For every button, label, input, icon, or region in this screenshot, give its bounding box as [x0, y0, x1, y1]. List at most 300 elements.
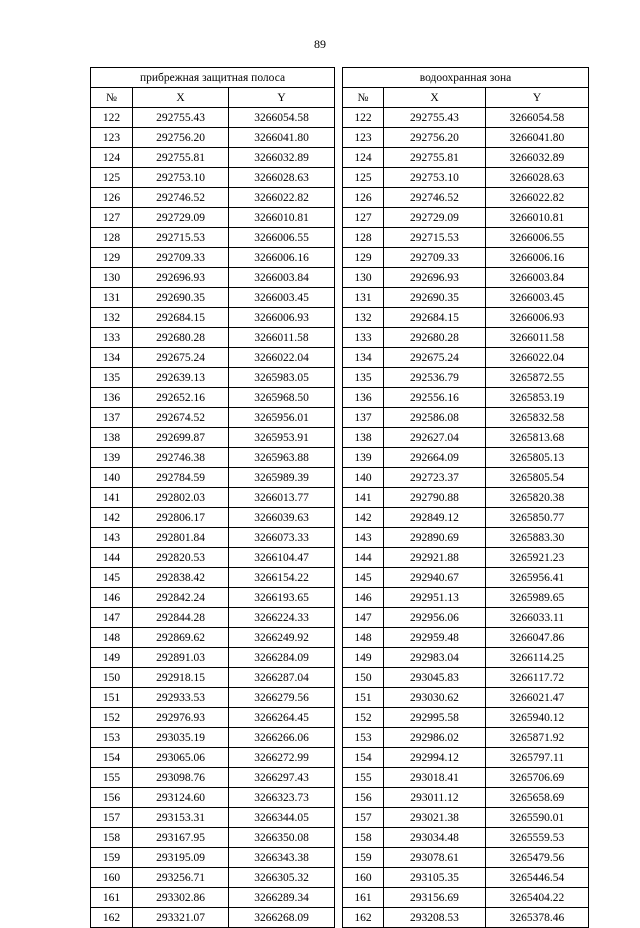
table-row	[342, 728, 588, 748]
table-row	[342, 148, 588, 168]
y-coordinate-cell: 3266003.45	[485, 288, 588, 308]
table-row	[91, 908, 335, 928]
x-coordinate-cell: 293034.48	[383, 828, 485, 848]
table-row	[342, 768, 588, 788]
column-header-number: №	[91, 88, 133, 108]
point-number-cell: 141	[91, 488, 133, 508]
table-row	[342, 708, 588, 728]
table-row	[91, 688, 335, 708]
point-number-cell: 160	[91, 868, 133, 888]
point-number-cell: 134	[91, 348, 133, 368]
y-coordinate-cell: 3265378.46	[485, 908, 588, 928]
x-coordinate-cell: 292869.62	[133, 628, 229, 648]
table-row	[91, 808, 335, 828]
table-row	[91, 108, 335, 128]
x-coordinate-cell: 292715.53	[133, 228, 229, 248]
x-coordinate-cell: 292680.28	[383, 328, 485, 348]
y-coordinate-cell: 3266284.09	[229, 648, 335, 668]
y-coordinate-cell: 3266344.05	[229, 808, 335, 828]
column-header-number: №	[342, 88, 383, 108]
y-coordinate-cell: 3266350.08	[229, 828, 335, 848]
column-header-x: X	[383, 88, 485, 108]
x-coordinate-cell: 292849.12	[383, 508, 485, 528]
y-coordinate-cell: 3266343.38	[229, 848, 335, 868]
point-number-cell: 152	[91, 708, 133, 728]
y-coordinate-cell: 3266006.55	[229, 228, 335, 248]
table-row	[91, 188, 335, 208]
point-number-cell: 137	[91, 408, 133, 428]
y-coordinate-cell: 3266305.32	[229, 868, 335, 888]
table-row	[342, 368, 588, 388]
point-number-cell: 124	[342, 148, 383, 168]
point-number-cell: 124	[91, 148, 133, 168]
x-coordinate-cell: 292844.28	[133, 608, 229, 628]
point-number-cell: 132	[342, 308, 383, 328]
x-coordinate-cell: 292976.93	[133, 708, 229, 728]
y-coordinate-cell: 3266006.93	[485, 308, 588, 328]
point-number-cell: 160	[342, 868, 383, 888]
point-number-cell: 142	[91, 508, 133, 528]
column-header-y: Y	[229, 88, 335, 108]
x-coordinate-cell: 292680.28	[133, 328, 229, 348]
y-coordinate-cell: 3266006.16	[485, 248, 588, 268]
point-number-cell: 155	[342, 768, 383, 788]
x-coordinate-cell: 292983.04	[383, 648, 485, 668]
point-number-cell: 147	[342, 608, 383, 628]
x-coordinate-cell: 293021.38	[383, 808, 485, 828]
x-coordinate-cell: 292756.20	[383, 128, 485, 148]
x-coordinate-cell: 292755.43	[133, 108, 229, 128]
point-number-cell: 158	[91, 828, 133, 848]
y-coordinate-cell: 3266266.06	[229, 728, 335, 748]
x-coordinate-cell: 292664.09	[383, 448, 485, 468]
y-coordinate-cell: 3265953.91	[229, 428, 335, 448]
y-coordinate-cell: 3266013.77	[229, 488, 335, 508]
x-coordinate-cell: 293153.31	[133, 808, 229, 828]
table-row	[91, 488, 335, 508]
point-number-cell: 162	[91, 908, 133, 928]
x-coordinate-cell: 292675.24	[133, 348, 229, 368]
y-coordinate-cell: 3266054.58	[229, 108, 335, 128]
table-row	[342, 208, 588, 228]
y-coordinate-cell: 3266047.86	[485, 628, 588, 648]
point-number-cell: 151	[91, 688, 133, 708]
point-number-cell: 127	[91, 208, 133, 228]
table-row	[342, 308, 588, 328]
x-coordinate-cell: 292756.20	[133, 128, 229, 148]
table-row	[91, 468, 335, 488]
y-coordinate-cell: 3265853.19	[485, 388, 588, 408]
coordinates-tables	[90, 67, 589, 928]
table-row	[342, 388, 588, 408]
table-row	[91, 148, 335, 168]
table-row	[91, 128, 335, 148]
x-coordinate-cell: 293045.83	[383, 668, 485, 688]
point-number-cell: 143	[342, 528, 383, 548]
y-coordinate-cell: 3266006.93	[229, 308, 335, 328]
point-number-cell: 126	[342, 188, 383, 208]
x-coordinate-cell: 292723.37	[383, 468, 485, 488]
point-number-cell: 150	[91, 668, 133, 688]
x-coordinate-cell: 293030.62	[383, 688, 485, 708]
y-coordinate-cell: 3265658.69	[485, 788, 588, 808]
point-number-cell: 161	[342, 888, 383, 908]
y-coordinate-cell: 3265404.22	[485, 888, 588, 908]
point-number-cell: 130	[342, 268, 383, 288]
x-coordinate-cell: 293195.09	[133, 848, 229, 868]
point-number-cell: 156	[342, 788, 383, 808]
point-number-cell: 159	[342, 848, 383, 868]
x-coordinate-cell: 292729.09	[383, 208, 485, 228]
table-row	[91, 788, 335, 808]
y-coordinate-cell: 3266028.63	[229, 168, 335, 188]
y-coordinate-cell: 3266268.09	[229, 908, 335, 928]
table-row	[91, 768, 335, 788]
x-coordinate-cell: 292709.33	[383, 248, 485, 268]
point-number-cell: 131	[91, 288, 133, 308]
y-coordinate-cell: 3265797.11	[485, 748, 588, 768]
x-coordinate-cell: 292746.38	[133, 448, 229, 468]
point-number-cell: 155	[91, 768, 133, 788]
table-row	[91, 248, 335, 268]
point-number-cell: 137	[342, 408, 383, 428]
point-number-cell: 130	[91, 268, 133, 288]
table-row	[342, 788, 588, 808]
y-coordinate-cell: 3266117.72	[485, 668, 588, 688]
y-coordinate-cell: 3266011.58	[229, 328, 335, 348]
x-coordinate-cell: 292536.79	[383, 368, 485, 388]
y-coordinate-cell: 3265850.77	[485, 508, 588, 528]
y-coordinate-cell: 3266041.80	[229, 128, 335, 148]
table-row	[342, 408, 588, 428]
x-coordinate-cell: 293018.41	[383, 768, 485, 788]
y-coordinate-cell: 3266032.89	[485, 148, 588, 168]
table-row	[91, 668, 335, 688]
point-number-cell: 128	[342, 228, 383, 248]
table-row	[91, 748, 335, 768]
point-number-cell: 149	[342, 648, 383, 668]
table-row	[91, 288, 335, 308]
point-number-cell: 149	[91, 648, 133, 668]
x-coordinate-cell: 292918.15	[133, 668, 229, 688]
point-number-cell: 123	[342, 128, 383, 148]
y-coordinate-cell: 3266022.04	[229, 348, 335, 368]
point-number-cell: 126	[91, 188, 133, 208]
point-number-cell: 158	[342, 828, 383, 848]
table-row	[91, 168, 335, 188]
x-coordinate-cell: 292639.13	[133, 368, 229, 388]
y-coordinate-cell: 3265940.12	[485, 708, 588, 728]
table-row	[342, 648, 588, 668]
x-coordinate-cell: 292627.04	[383, 428, 485, 448]
point-number-cell: 142	[342, 508, 383, 528]
y-coordinate-cell: 3266272.99	[229, 748, 335, 768]
x-coordinate-cell: 292921.88	[383, 548, 485, 568]
table-row	[342, 268, 588, 288]
table-row	[342, 288, 588, 308]
x-coordinate-cell: 292690.35	[383, 288, 485, 308]
y-coordinate-cell: 3266010.81	[485, 208, 588, 228]
point-number-cell: 161	[91, 888, 133, 908]
x-coordinate-cell: 292933.53	[133, 688, 229, 708]
table-row	[91, 308, 335, 328]
x-coordinate-cell: 292956.06	[383, 608, 485, 628]
table-title: водоохранная зона	[342, 68, 588, 88]
table-title: прибрежная защитная полоса	[91, 68, 335, 88]
table-row	[342, 908, 588, 928]
table-row	[91, 828, 335, 848]
table-row	[91, 628, 335, 648]
point-number-cell: 122	[342, 108, 383, 128]
point-number-cell: 133	[91, 328, 133, 348]
table-row	[342, 348, 588, 368]
table-row	[342, 188, 588, 208]
coastal-protection-strip-table	[90, 67, 335, 928]
table-row	[91, 368, 335, 388]
point-number-cell: 153	[342, 728, 383, 748]
point-number-cell: 129	[91, 248, 133, 268]
point-number-cell: 150	[342, 668, 383, 688]
table-row	[91, 388, 335, 408]
y-coordinate-cell: 3266006.55	[485, 228, 588, 248]
table-row	[91, 708, 335, 728]
y-coordinate-cell: 3266021.47	[485, 688, 588, 708]
y-coordinate-cell: 3266104.47	[229, 548, 335, 568]
y-coordinate-cell: 3265989.39	[229, 468, 335, 488]
x-coordinate-cell: 292951.13	[383, 588, 485, 608]
y-coordinate-cell: 3265956.41	[485, 568, 588, 588]
y-coordinate-cell: 3266006.16	[229, 248, 335, 268]
table-row	[342, 848, 588, 868]
table-row	[342, 448, 588, 468]
point-number-cell: 125	[91, 168, 133, 188]
water-protection-zone-table	[342, 67, 589, 928]
y-coordinate-cell: 3266054.58	[485, 108, 588, 128]
point-number-cell: 136	[91, 388, 133, 408]
x-coordinate-cell: 293078.61	[383, 848, 485, 868]
point-number-cell: 123	[91, 128, 133, 148]
point-number-cell: 162	[342, 908, 383, 928]
table-row	[342, 608, 588, 628]
y-coordinate-cell: 3265479.56	[485, 848, 588, 868]
column-header-x: X	[133, 88, 229, 108]
x-coordinate-cell: 292820.53	[133, 548, 229, 568]
point-number-cell: 143	[91, 528, 133, 548]
table-row	[91, 348, 335, 368]
table-row	[342, 508, 588, 528]
table-row	[342, 128, 588, 148]
y-coordinate-cell: 3266287.04	[229, 668, 335, 688]
table-row	[91, 268, 335, 288]
table-row	[342, 568, 588, 588]
table-row	[342, 488, 588, 508]
y-coordinate-cell: 3266264.45	[229, 708, 335, 728]
x-coordinate-cell: 293208.53	[383, 908, 485, 928]
point-number-cell: 154	[91, 748, 133, 768]
table-row	[342, 168, 588, 188]
y-coordinate-cell: 3266323.73	[229, 788, 335, 808]
x-coordinate-cell: 293302.86	[133, 888, 229, 908]
y-coordinate-cell: 3265968.50	[229, 388, 335, 408]
x-coordinate-cell: 292890.69	[383, 528, 485, 548]
x-coordinate-cell: 292715.53	[383, 228, 485, 248]
x-coordinate-cell: 292699.87	[133, 428, 229, 448]
y-coordinate-cell: 3266289.34	[229, 888, 335, 908]
table-row	[91, 648, 335, 668]
x-coordinate-cell: 292806.17	[133, 508, 229, 528]
point-number-cell: 138	[91, 428, 133, 448]
x-coordinate-cell: 292729.09	[133, 208, 229, 228]
y-coordinate-cell: 3266033.11	[485, 608, 588, 628]
table-row	[342, 588, 588, 608]
table-row	[91, 228, 335, 248]
point-number-cell: 136	[342, 388, 383, 408]
table-row	[91, 408, 335, 428]
x-coordinate-cell: 292690.35	[133, 288, 229, 308]
y-coordinate-cell: 3266073.33	[229, 528, 335, 548]
page-number: 89	[314, 37, 326, 51]
x-coordinate-cell: 292755.43	[383, 108, 485, 128]
x-coordinate-cell: 293167.95	[133, 828, 229, 848]
y-coordinate-cell: 3265921.23	[485, 548, 588, 568]
table-row	[342, 828, 588, 848]
y-coordinate-cell: 3266003.45	[229, 288, 335, 308]
y-coordinate-cell: 3266193.65	[229, 588, 335, 608]
point-number-cell: 127	[342, 208, 383, 228]
x-coordinate-cell: 292959.48	[383, 628, 485, 648]
x-coordinate-cell: 292696.93	[133, 268, 229, 288]
x-coordinate-cell: 292586.08	[383, 408, 485, 428]
table-row	[91, 508, 335, 528]
x-coordinate-cell: 292753.10	[383, 168, 485, 188]
x-coordinate-cell: 292790.88	[383, 488, 485, 508]
x-coordinate-cell: 293124.60	[133, 788, 229, 808]
y-coordinate-cell: 3265883.30	[485, 528, 588, 548]
y-coordinate-cell: 3266003.84	[229, 268, 335, 288]
y-coordinate-cell: 3265805.13	[485, 448, 588, 468]
table-row	[91, 428, 335, 448]
table-row	[342, 628, 588, 648]
table-row	[91, 548, 335, 568]
table-row	[342, 468, 588, 488]
x-coordinate-cell: 292842.24	[133, 588, 229, 608]
y-coordinate-cell: 3265872.55	[485, 368, 588, 388]
y-coordinate-cell: 3265446.54	[485, 868, 588, 888]
point-number-cell: 148	[342, 628, 383, 648]
x-coordinate-cell: 292684.15	[133, 308, 229, 328]
point-number-cell: 125	[342, 168, 383, 188]
x-coordinate-cell: 293256.71	[133, 868, 229, 888]
y-coordinate-cell: 3265983.05	[229, 368, 335, 388]
y-coordinate-cell: 3266010.81	[229, 208, 335, 228]
x-coordinate-cell: 292696.93	[383, 268, 485, 288]
x-coordinate-cell: 292755.81	[133, 148, 229, 168]
point-number-cell: 144	[342, 548, 383, 568]
x-coordinate-cell: 293105.35	[383, 868, 485, 888]
point-number-cell: 152	[342, 708, 383, 728]
point-number-cell: 145	[342, 568, 383, 588]
point-number-cell: 147	[91, 608, 133, 628]
x-coordinate-cell: 292684.15	[383, 308, 485, 328]
y-coordinate-cell: 3266028.63	[485, 168, 588, 188]
x-coordinate-cell: 292556.16	[383, 388, 485, 408]
x-coordinate-cell: 292940.67	[383, 568, 485, 588]
y-coordinate-cell: 3265706.69	[485, 768, 588, 788]
x-coordinate-cell: 293011.12	[383, 788, 485, 808]
x-coordinate-cell: 292755.81	[383, 148, 485, 168]
table-row	[91, 568, 335, 588]
x-coordinate-cell: 292652.16	[133, 388, 229, 408]
y-coordinate-cell: 3266041.80	[485, 128, 588, 148]
table-row	[342, 668, 588, 688]
point-number-cell: 157	[342, 808, 383, 828]
point-number-cell: 129	[342, 248, 383, 268]
y-coordinate-cell: 3265559.53	[485, 828, 588, 848]
y-coordinate-cell: 3266022.82	[485, 188, 588, 208]
y-coordinate-cell: 3265832.58	[485, 408, 588, 428]
point-number-cell: 140	[91, 468, 133, 488]
y-coordinate-cell: 3265820.38	[485, 488, 588, 508]
table-row	[91, 728, 335, 748]
point-number-cell: 139	[91, 448, 133, 468]
table-row	[91, 588, 335, 608]
table-row	[91, 608, 335, 628]
x-coordinate-cell: 292675.24	[383, 348, 485, 368]
y-coordinate-cell: 3266032.89	[229, 148, 335, 168]
table-row	[342, 108, 588, 128]
point-number-cell: 122	[91, 108, 133, 128]
table-row	[342, 808, 588, 828]
point-number-cell: 138	[342, 428, 383, 448]
table-row	[342, 228, 588, 248]
point-number-cell: 133	[342, 328, 383, 348]
table-row	[91, 528, 335, 548]
table-row	[342, 328, 588, 348]
point-number-cell: 156	[91, 788, 133, 808]
y-coordinate-cell: 3266011.58	[485, 328, 588, 348]
x-coordinate-cell: 292753.10	[133, 168, 229, 188]
table-row	[342, 528, 588, 548]
table-row	[342, 868, 588, 888]
table-row	[342, 548, 588, 568]
point-number-cell: 128	[91, 228, 133, 248]
x-coordinate-cell: 292674.52	[133, 408, 229, 428]
x-coordinate-cell: 292709.33	[133, 248, 229, 268]
x-coordinate-cell: 293035.19	[133, 728, 229, 748]
point-number-cell: 146	[342, 588, 383, 608]
point-number-cell: 141	[342, 488, 383, 508]
x-coordinate-cell: 293321.07	[133, 908, 229, 928]
table-row	[342, 428, 588, 448]
point-number-cell: 148	[91, 628, 133, 648]
x-coordinate-cell: 292986.02	[383, 728, 485, 748]
table-row	[342, 688, 588, 708]
point-number-cell: 153	[91, 728, 133, 748]
x-coordinate-cell: 292801.84	[133, 528, 229, 548]
y-coordinate-cell: 3266022.82	[229, 188, 335, 208]
point-number-cell: 159	[91, 848, 133, 868]
table-row	[342, 248, 588, 268]
y-coordinate-cell: 3265590.01	[485, 808, 588, 828]
y-coordinate-cell: 3266022.04	[485, 348, 588, 368]
y-coordinate-cell: 3265963.88	[229, 448, 335, 468]
x-coordinate-cell: 292994.12	[383, 748, 485, 768]
y-coordinate-cell: 3265956.01	[229, 408, 335, 428]
point-number-cell: 146	[91, 588, 133, 608]
table-row	[91, 868, 335, 888]
y-coordinate-cell: 3266154.22	[229, 568, 335, 588]
y-coordinate-cell: 3266114.25	[485, 648, 588, 668]
